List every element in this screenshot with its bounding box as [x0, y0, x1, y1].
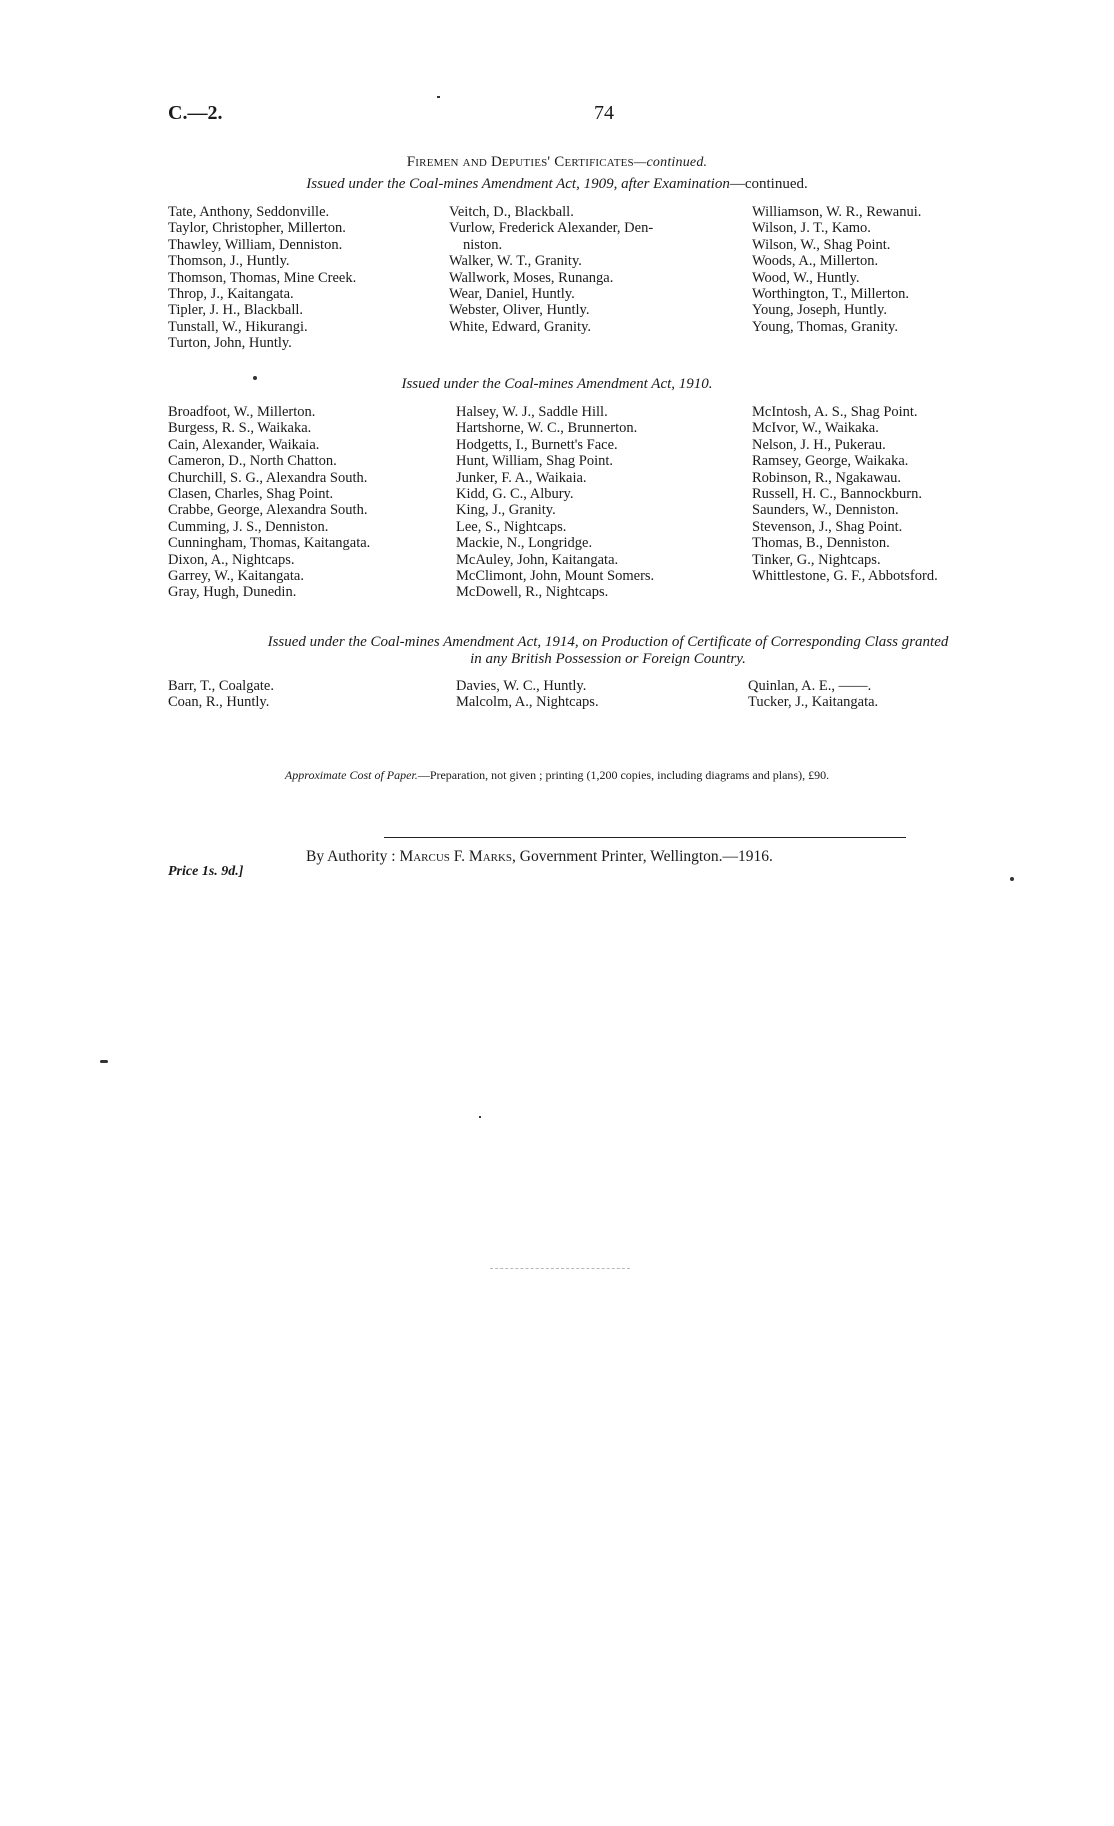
- list-item: Williamson, W. R., Rewanui.: [752, 204, 922, 220]
- cost-label: Approximate Cost of Paper.: [284, 768, 418, 782]
- list-item: Vurlow, Frederick Alexander, Den-: [449, 220, 654, 237]
- list-item: Quinlan, A. E., ——.: [748, 678, 872, 694]
- page-number: 74: [594, 102, 614, 124]
- cost-note: [0, 768, 1114, 783]
- section3-heading-line-1: Issued under the Coal-mines Amendment Act, 1914, on Production of Certificate of Corresponding Class granted: [267, 634, 949, 650]
- list-item: Hartshorne, W. C., Brunnerton.: [456, 420, 638, 437]
- list-item: Clasen, Charles, Shag Point.: [168, 486, 334, 503]
- scan-faint-line: [490, 1268, 630, 1269]
- list-item: Robinson, R., Ngakawau.: [752, 469, 902, 486]
- list-item: Coan, R., Huntly.: [168, 694, 270, 711]
- cost-text: —Preparation, not given ; printing (1,200 copies, including diagrams and plans), £90.: [417, 768, 830, 782]
- list-item: Malcolm, A., Nightcaps.: [456, 694, 599, 711]
- section2-column-1: [168, 404, 370, 601]
- section1-column-1: [168, 204, 356, 352]
- list-item: Thomas, B., Denniston.: [752, 535, 890, 552]
- imprint-suffix: , Government Printer, Wellington.—1916.: [512, 848, 773, 865]
- list-item: Nelson, J. H., Pukerau.: [752, 436, 886, 453]
- scan-speck: [253, 376, 257, 380]
- list-item: Thomson, J., Huntly.: [168, 253, 290, 270]
- list-item: Mackie, N., Longridge.: [456, 535, 593, 552]
- list-item: White, Edward, Granity.: [449, 318, 591, 335]
- list-item: Whittlestone, G. F., Abbotsford.: [752, 568, 938, 585]
- list-item: McAuley, John, Kaitangata.: [456, 551, 619, 568]
- divider-rule: [384, 837, 906, 838]
- list-item: Cain, Alexander, Waikaia.: [168, 436, 320, 453]
- section2-heading: Issued under the Coal-mines Amendment Act, 1910.: [401, 376, 713, 392]
- list-item: Stevenson, J., Shag Point.: [752, 518, 903, 535]
- list-item: Wilson, J. T., Kamo.: [752, 220, 871, 237]
- list-item: Thomson, Thomas, Mine Creek.: [168, 269, 357, 286]
- list-item: Turton, John, Huntly.: [168, 335, 292, 352]
- section3-column-2: [456, 678, 599, 711]
- list-item: Ramsey, George, Waikaka.: [752, 453, 909, 470]
- section-title-text: Firemen and Deputies' Certificates: [406, 154, 634, 170]
- section2-column-3: [752, 404, 938, 584]
- list-item-continuation: niston.: [463, 236, 503, 253]
- list-item: Tucker, J., Kaitangata.: [748, 694, 879, 711]
- list-item: Crabbe, George, Alexandra South.: [168, 502, 368, 519]
- list-item: Cameron, D., North Chatton.: [168, 453, 337, 470]
- scan-speck: [100, 1060, 108, 1063]
- list-item: McIvor, W., Waikaka.: [752, 420, 879, 437]
- list-item: Churchill, S. G., Alexandra South.: [168, 469, 368, 486]
- section1-column-3: [752, 204, 921, 335]
- section1-subtitle: [0, 176, 1114, 193]
- list-item: Dixon, A., Nightcaps.: [168, 551, 295, 568]
- list-item: Taylor, Christopher, Millerton.: [168, 220, 346, 237]
- section1-subtitle-text: Issued under the Coal-mines Amendment Act, 1909, after Examination: [306, 176, 730, 192]
- section1-subtitle-suffix: —continued.: [729, 176, 808, 192]
- list-item: Wood, W., Huntly.: [752, 269, 860, 286]
- list-item: Thawley, William, Denniston.: [168, 236, 343, 253]
- list-item: Burgess, R. S., Waikaka.: [168, 420, 312, 437]
- list-item: Tunstall, W., Hikurangi.: [168, 318, 308, 335]
- list-item: Woods, A., Millerton.: [752, 253, 879, 270]
- list-item: Barr, T., Coalgate.: [168, 678, 274, 694]
- list-item: Hunt, William, Shag Point.: [456, 453, 614, 470]
- list-item: Garrey, W., Kaitangata.: [168, 568, 304, 585]
- list-item: McDowell, R., Nightcaps.: [456, 584, 609, 601]
- list-item: Tinker, G., Nightcaps.: [752, 551, 881, 568]
- section1-column-2: [449, 204, 653, 335]
- list-item: Halsey, W. J., Saddle Hill.: [456, 404, 608, 420]
- list-item: Gray, Hugh, Dunedin.: [168, 584, 297, 601]
- section3-heading-line-2: in any British Possession or Foreign Country.: [470, 651, 746, 667]
- list-item: Young, Joseph, Huntly.: [752, 302, 887, 319]
- list-item: Wear, Daniel, Huntly.: [449, 286, 575, 303]
- list-item: Tate, Anthony, Seddonville.: [168, 204, 330, 220]
- section3-heading: [168, 634, 1048, 668]
- list-item: Wallwork, Moses, Runanga.: [449, 269, 614, 286]
- scan-speck: [1010, 877, 1014, 881]
- list-item: Webster, Oliver, Huntly.: [449, 302, 590, 319]
- document-code: C.—2.: [168, 102, 223, 124]
- scan-speck: [479, 1116, 481, 1118]
- list-item: Saunders, W., Denniston.: [752, 502, 899, 519]
- section2-column-2: [456, 404, 654, 601]
- list-item: Cumming, J. S., Denniston.: [168, 518, 329, 535]
- list-item: Russell, H. C., Bannockburn.: [752, 486, 922, 503]
- section-title-suffix: —continued.: [633, 155, 708, 170]
- section3-column-1: [168, 678, 274, 711]
- section3-column-3: [748, 678, 878, 711]
- list-item: Lee, S., Nightcaps.: [456, 518, 567, 535]
- list-item: Wilson, W., Shag Point.: [752, 236, 891, 253]
- list-item: Worthington, T., Millerton.: [752, 286, 909, 303]
- list-item: King, J., Granity.: [456, 502, 556, 519]
- list-item: Throp, J., Kaitangata.: [168, 286, 294, 303]
- section-title: [0, 154, 1114, 171]
- list-item: Cunningham, Thomas, Kaitangata.: [168, 535, 371, 552]
- list-item: Junker, F. A., Waikaia.: [456, 469, 587, 486]
- scan-speck: [437, 96, 440, 98]
- list-item: Walker, W. T., Granity.: [449, 253, 582, 270]
- imprint: [306, 848, 773, 866]
- list-item: Veitch, D., Blackball.: [449, 204, 574, 220]
- list-item: Kidd, G. C., Albury.: [456, 486, 574, 503]
- imprint-printer: Marcus F. Marks: [399, 848, 513, 865]
- price-note: Price 1s. 9d.]: [168, 864, 244, 879]
- list-item: Tipler, J. H., Blackball.: [168, 302, 304, 319]
- list-item: Young, Thomas, Granity.: [752, 318, 898, 335]
- imprint-prefix: By Authority :: [306, 848, 400, 865]
- list-item: McClimont, John, Mount Somers.: [456, 568, 655, 585]
- list-item: Broadfoot, W., Millerton.: [168, 404, 316, 420]
- list-item: McIntosh, A. S., Shag Point.: [752, 404, 918, 420]
- list-item: Hodgetts, I., Burnett's Face.: [456, 436, 618, 453]
- list-item: Davies, W. C., Huntly.: [456, 678, 587, 694]
